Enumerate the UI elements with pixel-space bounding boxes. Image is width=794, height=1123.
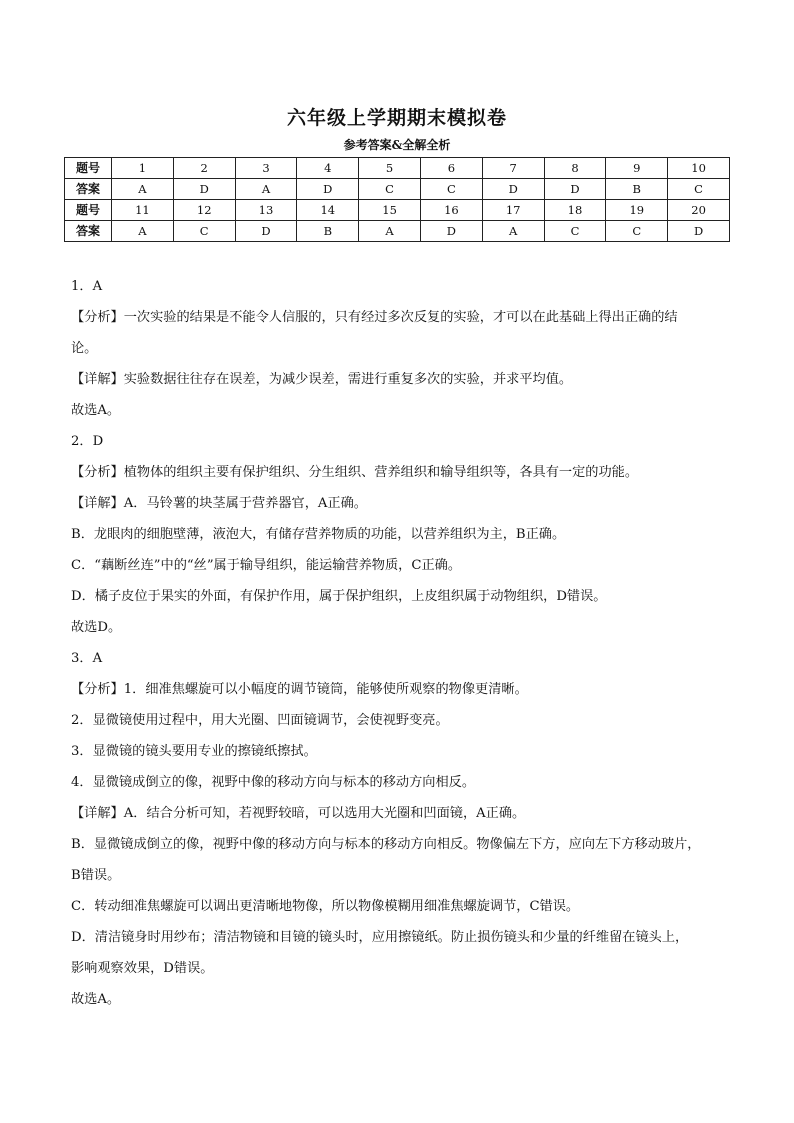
table-cell: 12 [173,200,235,221]
text-line: 【详解】实验数据往往存在误差，为减少误差，需进行重复多次的实验，并求平均值。 [71,372,573,387]
table-cell: C [668,179,730,200]
table-cell: D [420,221,482,242]
table-cell: D [235,221,297,242]
table-cell: 10 [668,158,730,179]
text-line: 故选A。 [71,992,121,1007]
table-cell: A [112,179,174,200]
text-line: 2．D [71,434,104,449]
answer-table-row [65,179,730,200]
table-cell: C [544,221,606,242]
text-line: 影响观察效果，D错误。 [71,961,214,976]
row-header-cell: 题号 [65,200,112,221]
text-line: 【分析】1．细准焦螺旋可以小幅度的调节镜筒，能够使所观察的物像更清晰。 [71,682,528,697]
answer-table-row [65,158,730,179]
text-line: 论。 [71,341,98,356]
table-cell: A [359,221,421,242]
table-cell: D [668,221,730,242]
text-line: 3．显微镜的镜头要用专业的擦镜纸擦拭。 [71,744,317,759]
table-cell: C [359,179,421,200]
table-cell: 18 [544,200,606,221]
text-line: B．显微镜成倒立的像，视野中像的移动方向与标本的移动方向相反。物像偏左下方，应向左下方移动玻片， [71,837,701,852]
table-cell: B [297,221,359,242]
text-line: 故选D。 [71,620,122,635]
table-cell: D [544,179,606,200]
text-line: 【详解】A．马铃薯的块茎属于营养器官，A正确。 [71,496,367,511]
table-cell: 3 [235,158,297,179]
text-line: 故选A。 [71,403,121,418]
table-cell: A [112,221,174,242]
table-cell: 17 [482,200,544,221]
table-cell: 2 [173,158,235,179]
text-line: 3．A [71,651,103,666]
table-cell: 4 [297,158,359,179]
text-line: 4．显微镜成倒立的像，视野中像的移动方向与标本的移动方向相反。 [71,775,476,790]
solution-text [71,271,731,1015]
table-cell: D [482,179,544,200]
text-line: 【详解】A．结合分析可知，若视野较暗，可以选用大光圈和凹面镜，A正确。 [71,806,526,821]
text-line: C．转动细准焦螺旋可以调出更清晰地物像，所以物像模糊用细准焦螺旋调节，C错误。 [71,899,580,914]
table-cell: 9 [606,158,668,179]
text-line: 2．显微镜使用过程中，用大光圈、凹面镜调节，会使视野变亮。 [71,713,449,728]
table-cell: 1 [112,158,174,179]
table-cell: A [482,221,544,242]
row-header-cell: 题号 [65,158,112,179]
answer-key-table [64,157,730,242]
row-header-cell: 答案 [65,179,112,200]
table-cell: C [420,179,482,200]
table-cell: 11 [112,200,174,221]
table-cell: B [606,179,668,200]
table-cell: 7 [482,158,544,179]
table-cell: 20 [668,200,730,221]
text-line: C．“藕断丝连”中的“丝”属于输导组织，能运输营养物质，C正确。 [71,558,462,573]
table-cell: D [297,179,359,200]
text-line: D．橘子皮位于果实的外面，有保护作用，属于保护组织，上皮组织属于动物组织，D错误。 [71,589,607,604]
text-line: B错误。 [71,868,121,883]
table-cell: D [173,179,235,200]
text-line: 【分析】一次实验的结果是不能令人信服的，只有经过多次反复的实验，才可以在此基础上得出正确的结 [71,310,678,325]
table-cell: 13 [235,200,297,221]
text-line: B．龙眼肉的细胞壁薄，液泡大，有储存营养物质的功能，以营养组织为主，B正确。 [71,527,566,542]
row-header-cell: 答案 [65,221,112,242]
answer-table-row [65,200,730,221]
text-line: 【分析】植物体的组织主要有保护组织、分生组织、营养组织和输导组织等，各具有一定的功能。 [71,465,639,480]
table-cell: 6 [420,158,482,179]
table-cell: 15 [359,200,421,221]
table-cell: 19 [606,200,668,221]
table-cell: 14 [297,200,359,221]
table-cell: C [606,221,668,242]
table-cell: A [235,179,297,200]
text-line: D．清洁镜身时用纱布；清洁物镜和目镜的镜头时，应用擦镜纸。防止损伤镜头和少量的纤维留在镜头上， [71,930,689,945]
text-line: 1．A [71,279,103,294]
table-cell: 5 [359,158,421,179]
table-cell: C [173,221,235,242]
page-subtitle: 参考答案&全解全析 [343,138,451,152]
answer-table-row [65,221,730,242]
page-title: 六年级上学期期末模拟卷 [286,107,507,129]
table-cell: 8 [544,158,606,179]
table-cell: 16 [420,200,482,221]
